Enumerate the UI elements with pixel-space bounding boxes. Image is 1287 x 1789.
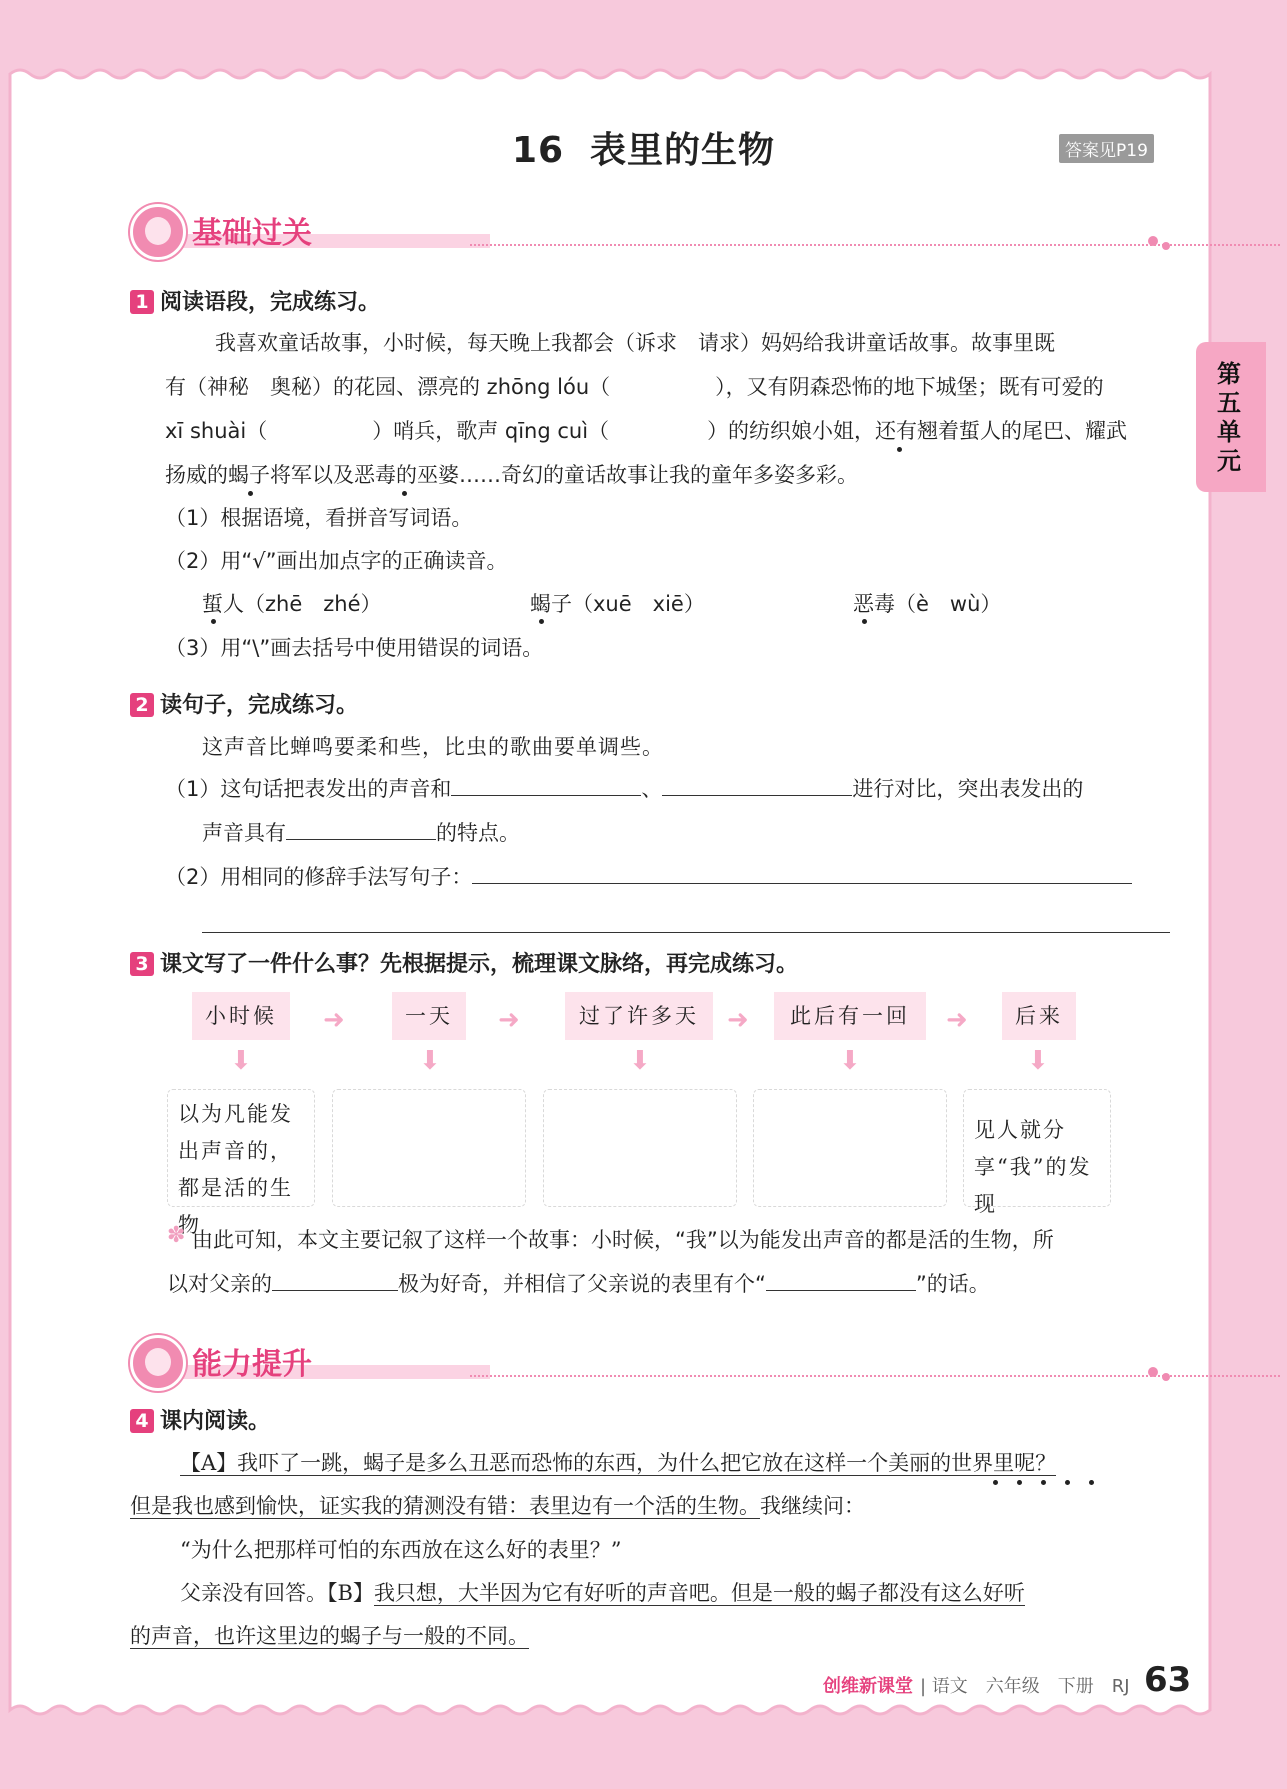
sub-question: （1）根据语境，看拼音写词语。 bbox=[165, 506, 473, 530]
emphasis-dot bbox=[862, 619, 867, 624]
timeline-step: 一天 bbox=[392, 992, 466, 1040]
timeline-card-blank[interactable] bbox=[332, 1089, 526, 1207]
pronunciation-option: 蜇人（zhē zhé） bbox=[202, 592, 382, 616]
timeline-step: 小时候 bbox=[192, 992, 290, 1040]
passage-text: xī shuài（ bbox=[165, 419, 268, 443]
question-prompt-text: 读句子，完成练习。 bbox=[160, 693, 359, 718]
sub-question-text: 声音具有 bbox=[202, 821, 286, 845]
reading-line: “为什么把那样可怕的东西放在这么好的表里？” bbox=[180, 1538, 622, 1562]
reading-line bbox=[180, 1577, 1025, 1607]
summary-line: 由此可知，本文主要记叙了这样一个故事：小时候，“我”以为能发出声音的都是活的生物，所 bbox=[192, 1228, 1054, 1252]
section-header-advanced bbox=[130, 1335, 1180, 1385]
section-divider bbox=[470, 1375, 1280, 1377]
arrow-down-icon: ⬇ bbox=[419, 1046, 441, 1076]
underlined-sentence: 【A】我吓了一跳，蝎子是多么丑恶而恐怖的东西，为什么把它放在这样一个美丽的世界里呢？ bbox=[180, 1451, 1057, 1475]
emphasis-dot bbox=[1017, 1480, 1022, 1485]
question-prompt-text: 阅读语段，完成练习。 bbox=[160, 290, 381, 315]
timeline-card: 以为凡能发出声音的，都是活的生物 bbox=[167, 1089, 315, 1207]
emphasis-dot bbox=[897, 447, 902, 452]
passage-line bbox=[165, 415, 1127, 445]
passage-line: 扬威的蝎子将军以及恶毒的巫婆……奇幻的童话故事让我的童年多姿多彩。 bbox=[165, 463, 858, 487]
emphasis-dot bbox=[1089, 1480, 1094, 1485]
emphasis-dot bbox=[1065, 1480, 1070, 1485]
question-1-prompt bbox=[130, 285, 380, 316]
timeline-step: 过了许多天 bbox=[565, 992, 713, 1040]
section-title: 基础过关 bbox=[192, 216, 312, 251]
pronunciation-option: 蝎子（xuē xiē） bbox=[530, 592, 705, 616]
footer-book-info: | 语文 六年级 下册 RJ bbox=[920, 1676, 1130, 1697]
quoted-sentence: 这声音比蝉鸣要柔和些，比虫的歌曲要单调些。 bbox=[202, 735, 664, 759]
lesson-title-text: 表里的生物 bbox=[590, 130, 776, 171]
answer-blank[interactable] bbox=[451, 773, 641, 796]
question-number-badge: 1 bbox=[130, 290, 154, 314]
timeline-card: 见人就分享“我”的发现 bbox=[963, 1089, 1111, 1207]
sub-question bbox=[165, 861, 1132, 891]
answer-blank[interactable] bbox=[272, 1268, 398, 1291]
sub-question-text: 进行对比，突出表发出的 bbox=[852, 777, 1084, 801]
emphasis-dot bbox=[402, 491, 407, 496]
arrow-down-icon: ⬇ bbox=[629, 1046, 651, 1076]
timeline-card-blank[interactable] bbox=[753, 1089, 947, 1207]
answer-blank[interactable] bbox=[472, 861, 1132, 884]
flower-icon: ✽ bbox=[167, 1223, 186, 1248]
timeline-card-blank[interactable] bbox=[543, 1089, 737, 1207]
cartoon-avatar-icon bbox=[130, 204, 186, 260]
underlined-sentence: 但是我也感到愉快，证实我的猜测没有错：表里边有一个活的生物。 bbox=[130, 1494, 760, 1518]
page-number: 63 bbox=[1144, 1660, 1192, 1700]
question-number-badge: 3 bbox=[130, 952, 154, 976]
sub-question: （2）用“√”画出加点字的正确读音。 bbox=[165, 549, 508, 573]
question-4-prompt bbox=[130, 1404, 270, 1435]
answer-blank[interactable] bbox=[662, 773, 852, 796]
arrow-right-icon: ➜ bbox=[323, 1005, 345, 1035]
summary-text: 以对父亲的 bbox=[167, 1272, 272, 1296]
pronunciation-option: 恶毒（è wù） bbox=[853, 592, 1002, 616]
question-number-badge: 4 bbox=[130, 1409, 154, 1433]
reading-text: 我继续问： bbox=[760, 1494, 865, 1518]
reading-line bbox=[130, 1620, 529, 1650]
unit-side-tab-label: 第五单元 bbox=[1217, 360, 1241, 475]
sub-question-text: 、 bbox=[641, 777, 663, 801]
cartoon-avatar-icon bbox=[130, 1335, 186, 1391]
passage-line bbox=[165, 371, 1104, 401]
emphasis-dot bbox=[248, 491, 253, 496]
divider-dot-icon bbox=[1148, 1367, 1158, 1377]
section-divider bbox=[470, 244, 1280, 246]
arrow-right-icon: ➜ bbox=[946, 1005, 968, 1035]
answer-blank[interactable] bbox=[766, 1268, 916, 1291]
timeline-step: 此后有一回 bbox=[774, 992, 926, 1040]
underlined-sentence: 的声音，也许这里边的蝎子与一般的不同。 bbox=[130, 1624, 529, 1648]
lesson-number: 16 bbox=[511, 130, 565, 171]
answer-line[interactable] bbox=[202, 932, 1170, 933]
sub-question-text: （2）用相同的修辞手法写句子： bbox=[165, 865, 473, 889]
arrow-down-icon: ⬇ bbox=[839, 1046, 861, 1076]
footer-brand: 创维新课堂 bbox=[823, 1676, 913, 1697]
emphasis-dot bbox=[993, 1480, 998, 1485]
section-header-basic bbox=[130, 204, 1180, 254]
divider-dot-icon bbox=[1162, 1373, 1170, 1381]
reading-line bbox=[180, 1447, 1056, 1477]
timeline-step: 后来 bbox=[1002, 992, 1076, 1040]
reading-text: 父亲没有回答。【B】 bbox=[180, 1581, 374, 1605]
arrow-down-icon: ⬇ bbox=[1027, 1046, 1049, 1076]
passage-text: ）的纺织娘小姐，还有翘着蜇人的尾巴、耀武 bbox=[707, 419, 1128, 443]
question-prompt-text: 课内阅读。 bbox=[160, 1409, 271, 1434]
summary-text: 极为好奇，并相信了父亲说的表里有个“ bbox=[398, 1272, 766, 1296]
divider-dot-icon bbox=[1162, 242, 1170, 250]
sub-question bbox=[165, 773, 1083, 803]
underlined-sentence: 我只想，大半因为它有好听的声音吧。但是一般的蝎子都没有这么好听 bbox=[373, 1581, 1025, 1605]
divider-dot-icon bbox=[1148, 236, 1158, 246]
sub-question-text: （1）这句话把表发出的声音和 bbox=[165, 777, 452, 801]
question-prompt-text: 课文写了一件什么事？先根据提示，梳理课文脉络，再完成练习。 bbox=[160, 952, 799, 977]
arrow-right-icon: ➜ bbox=[498, 1005, 520, 1035]
emphasis-dot bbox=[211, 619, 216, 624]
arrow-down-icon: ⬇ bbox=[230, 1046, 252, 1076]
reading-line bbox=[130, 1490, 865, 1520]
question-3-prompt bbox=[130, 947, 798, 978]
passage-text: ）哨兵，歌声 qīng cuì（ bbox=[372, 419, 610, 443]
sub-question-text: 的特点。 bbox=[436, 821, 520, 845]
emphasis-dot bbox=[1041, 1480, 1046, 1485]
passage-line: 我喜欢童话故事，小时候，每天晚上我都会（诉求 请求）妈妈给我讲童话故事。故事里既 bbox=[215, 331, 1055, 355]
emphasis-dot bbox=[539, 619, 544, 624]
passage-text: ），又有阴森恐怖的地下城堡；既有可爱的 bbox=[715, 375, 1104, 399]
section-title: 能力提升 bbox=[192, 1347, 312, 1382]
arrow-right-icon: ➜ bbox=[727, 1005, 749, 1035]
sub-question bbox=[202, 817, 520, 847]
sub-question: （3）用“\”画去括号中使用错误的词语。 bbox=[165, 636, 544, 660]
unit-side-tab bbox=[1196, 342, 1266, 492]
question-2-prompt bbox=[130, 688, 358, 719]
passage-text: 有（神秘 奥秘）的花园、漂亮的 zhōng lóu（ bbox=[165, 375, 611, 399]
answer-reference-badge: 答案见P19 bbox=[1059, 134, 1154, 163]
summary-line bbox=[167, 1268, 990, 1298]
answer-blank[interactable] bbox=[286, 817, 436, 840]
summary-text: ”的话。 bbox=[915, 1272, 990, 1296]
question-number-badge: 2 bbox=[130, 693, 154, 717]
